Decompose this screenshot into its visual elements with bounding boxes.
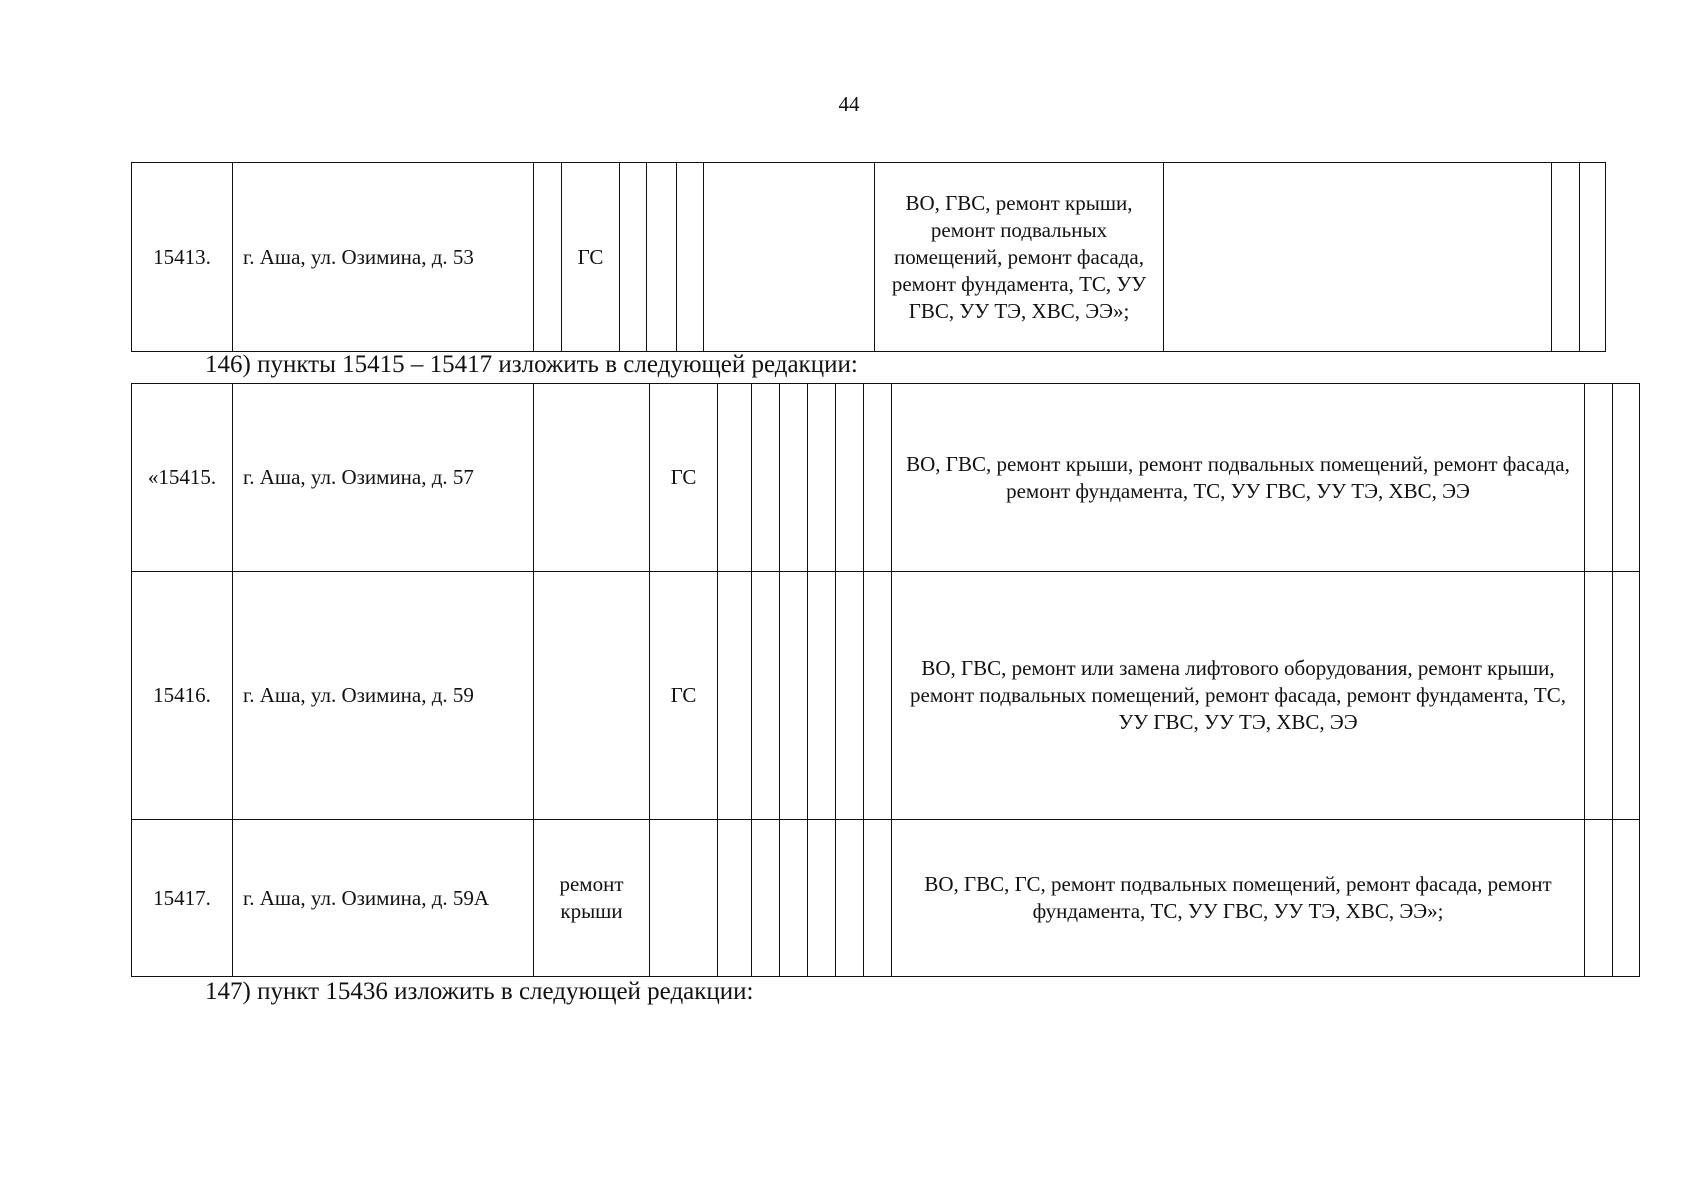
address-cell: г. Аша, ул. Озимина, д. 57 (233, 384, 534, 572)
empty-cell (1164, 163, 1552, 352)
empty-cell (718, 572, 752, 820)
works-cell: ВО, ГВС, ремонт крыши, ремонт подвальных помещений, ремонт фасада, ремонт фундамента, ТС, УУ ГВС, УУ ТЭ, ХВС, ЭЭ (892, 384, 1585, 572)
empty-cell (864, 572, 892, 820)
empty-cell (836, 572, 864, 820)
empty-cell (864, 820, 892, 977)
table-items-15413 (131, 162, 1606, 352)
empty-cell (1613, 820, 1640, 977)
table-row (132, 820, 1640, 977)
empty-cell (752, 384, 780, 572)
item-number: «15415. (132, 384, 233, 572)
empty-cell (534, 163, 562, 352)
empty-cell (677, 163, 704, 352)
empty-cell (780, 820, 808, 977)
empty-cell (620, 163, 647, 352)
empty-cell (780, 572, 808, 820)
table-row (132, 163, 1606, 352)
empty-cell (1580, 163, 1606, 352)
empty-cell (1585, 572, 1613, 820)
empty-cell (836, 384, 864, 572)
table-row (132, 572, 1640, 820)
address-cell: г. Аша, ул. Озимина, д. 53 (233, 163, 534, 352)
empty-cell (780, 384, 808, 572)
gs-cell: ГС (650, 384, 718, 572)
page-number: 44 (838, 92, 860, 116)
empty-cell (1585, 384, 1613, 572)
work-type-cell (534, 572, 650, 820)
item-number: 15417. (132, 820, 233, 977)
item-number: 15416. (132, 572, 233, 820)
empty-cell (718, 384, 752, 572)
empty-cell (752, 572, 780, 820)
empty-cell (864, 384, 892, 572)
empty-cell (647, 163, 677, 352)
work-type-cell (534, 384, 650, 572)
address-cell: г. Аша, ул. Озимина, д. 59А (233, 820, 534, 977)
table-items-15415-15417 (131, 383, 1640, 977)
item-number: 15413. (132, 163, 233, 352)
address-cell: г. Аша, ул. Озимина, д. 59 (233, 572, 534, 820)
empty-cell (836, 820, 864, 977)
works-cell: ВО, ГВС, ГС, ремонт подвальных помещений, ремонт фасада, ремонт фундамента, ТС, УУ ГВС, УУ ТЭ, ХВС, ЭЭ»; (892, 820, 1585, 977)
table-row (132, 384, 1640, 572)
gs-cell: ГС (562, 163, 620, 352)
empty-cell (808, 572, 836, 820)
empty-cell (1613, 384, 1640, 572)
works-cell: ВО, ГВС, ремонт крыши, ремонт подвальных помещений, ремонт фасада, ремонт фундамента, ТС, УУ ГВС, УУ ТЭ, ХВС, ЭЭ»; (875, 163, 1164, 352)
gs-cell: ГС (650, 572, 718, 820)
empty-cell (1613, 572, 1640, 820)
empty-cell (752, 820, 780, 977)
empty-cell (1552, 163, 1580, 352)
empty-cell (808, 384, 836, 572)
empty-cell (808, 820, 836, 977)
gs-cell (650, 820, 718, 977)
amendment-heading-146: 146) пункты 15415 – 15417 изложить в следующей редакции: (205, 351, 858, 378)
empty-cell (704, 163, 875, 352)
work-type-cell: ремонт крыши (534, 820, 650, 977)
amendment-heading-147: 147) пункт 15436 изложить в следующей редакции: (205, 978, 754, 1005)
empty-cell (718, 820, 752, 977)
empty-cell (1585, 820, 1613, 977)
works-cell: ВО, ГВС, ремонт или замена лифтового оборудования, ремонт крыши, ремонт подвальных помещений, ремонт фасада, ремонт фундамента, ТС, УУ ГВС, УУ ТЭ, ХВС, ЭЭ (892, 572, 1585, 820)
